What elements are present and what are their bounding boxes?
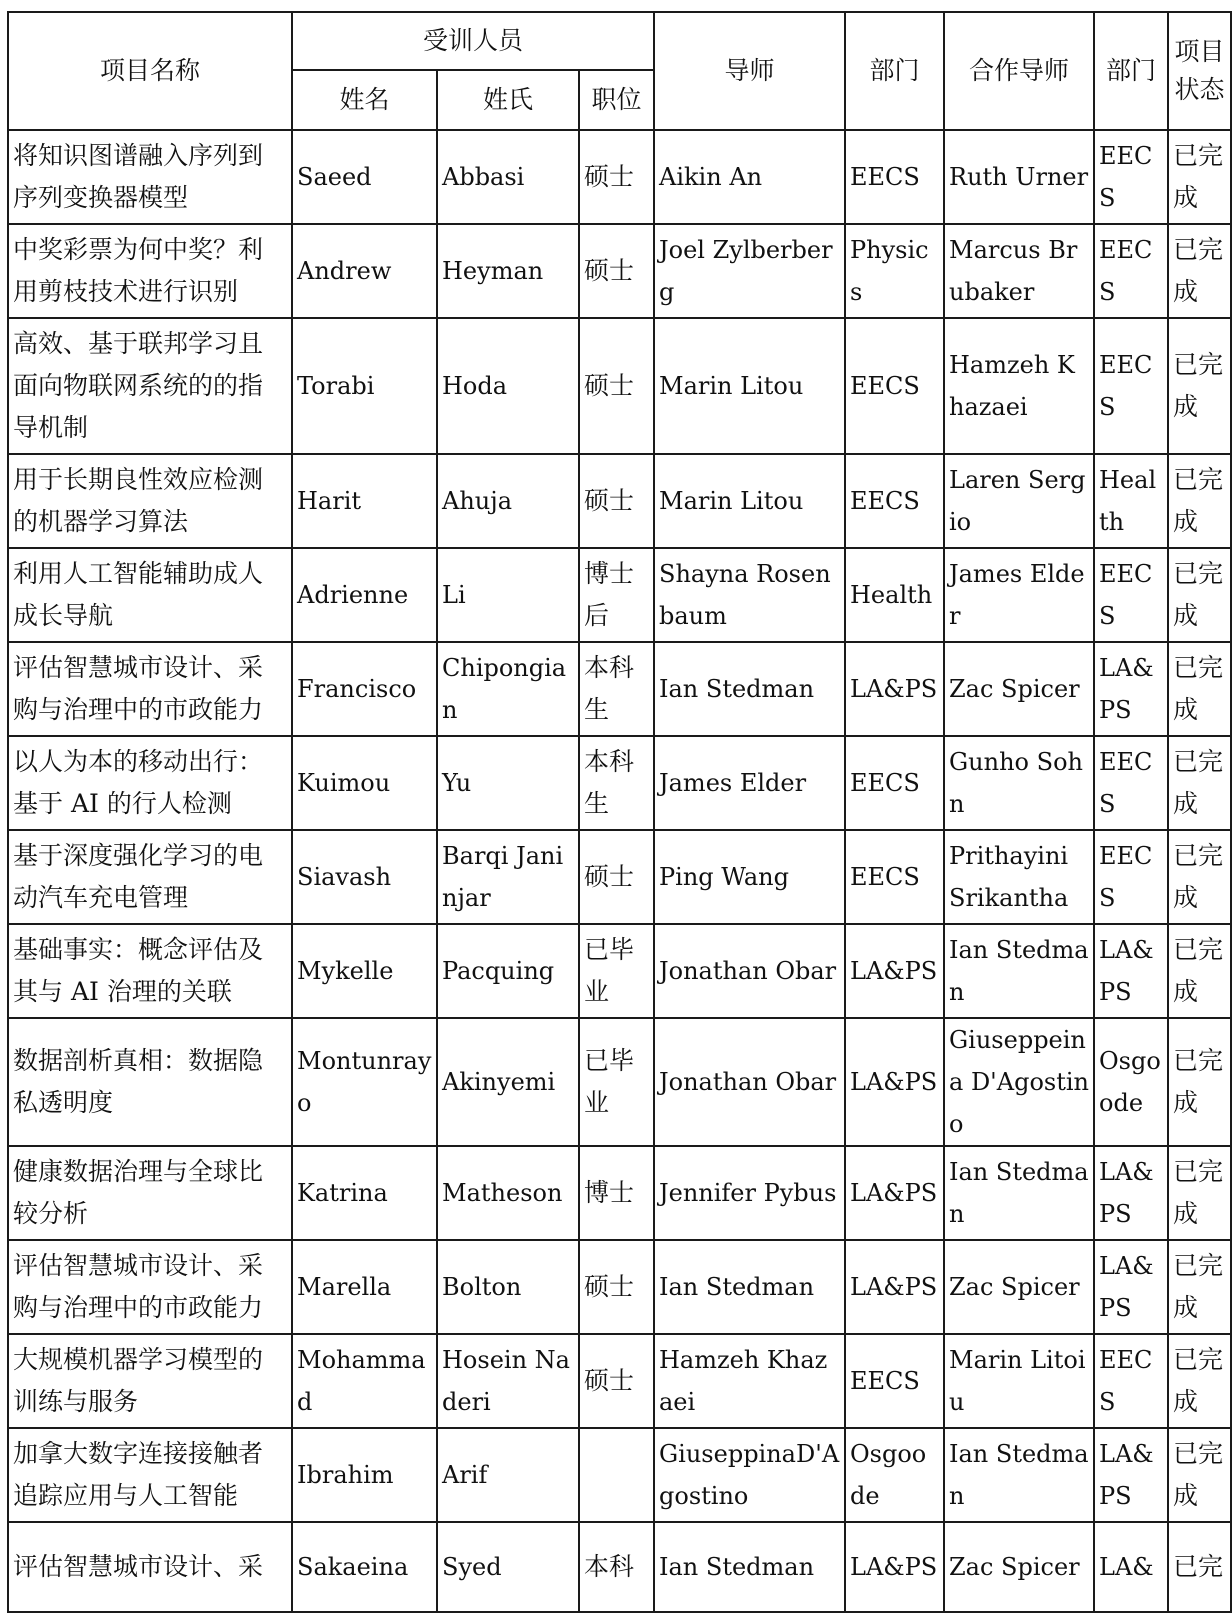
- cell-first-name: Siavash: [292, 830, 437, 924]
- header-position: 职位: [579, 70, 654, 130]
- cell-department: EECS: [845, 1334, 944, 1428]
- table-row: [8, 1334, 1231, 1428]
- table-row: [8, 224, 1231, 318]
- cell-last-name: Ahuja: [437, 454, 579, 548]
- cell-first-name: Kuimou: [292, 736, 437, 830]
- cell-co-supervisor: Laren Sergio: [944, 454, 1094, 548]
- cell-co-supervisor: Hamzeh Khazaei: [944, 318, 1094, 454]
- cell-project: 数据剖析真相：数据隐私透明度: [8, 1018, 292, 1146]
- header-last-name: 姓氏: [437, 70, 579, 130]
- cell-supervisor: Joel Zylberberg: [654, 224, 845, 318]
- cell-department: LA&PS: [845, 1240, 944, 1334]
- cell-department: Health: [845, 548, 944, 642]
- cell-co-supervisor: Zac Spicer: [944, 1522, 1094, 1612]
- cell-last-name: Abbasi: [437, 130, 579, 224]
- cell-project: 高效、基于联邦学习且面向物联网系统的的指导机制: [8, 318, 292, 454]
- cell-co-supervisor: Marcus Brubaker: [944, 224, 1094, 318]
- cell-status: 已完成: [1168, 642, 1231, 736]
- cell-co-department: Osgoode: [1094, 1018, 1168, 1146]
- cell-first-name: Sakaeina: [292, 1522, 437, 1612]
- cell-co-department: LA&PS: [1094, 1146, 1168, 1240]
- cell-position: 博士后: [579, 548, 654, 642]
- header-co-supervisor: 合作导师: [944, 12, 1094, 130]
- table-row: [8, 924, 1231, 1018]
- cell-co-supervisor: Giuseppeina D'Agostino: [944, 1018, 1094, 1146]
- table-row: [8, 1018, 1231, 1146]
- cell-project: 用于长期良性效应检测的机器学习算法: [8, 454, 292, 548]
- cell-co-supervisor: Zac Spicer: [944, 1240, 1094, 1334]
- cell-first-name: Harit: [292, 454, 437, 548]
- cell-supervisor: Ian Stedman: [654, 1240, 845, 1334]
- table-row: [8, 1146, 1231, 1240]
- cell-co-department: Health: [1094, 454, 1168, 548]
- cell-first-name: Torabi: [292, 318, 437, 454]
- header-department: 部门: [845, 12, 944, 130]
- cell-position: 硕士: [579, 130, 654, 224]
- cell-co-department: EECS: [1094, 130, 1168, 224]
- cell-co-department: EECS: [1094, 830, 1168, 924]
- header-row-1: [8, 12, 1231, 70]
- table-row: [8, 830, 1231, 924]
- cell-status: 已完成: [1168, 318, 1231, 454]
- cell-department: EECS: [845, 736, 944, 830]
- cell-supervisor: Marin Litou: [654, 454, 845, 548]
- table-body: [8, 130, 1231, 1612]
- table-row: [8, 1428, 1231, 1522]
- cell-status: 已完成: [1168, 736, 1231, 830]
- cell-co-supervisor: Marin Litoiu: [944, 1334, 1094, 1428]
- cell-supervisor: Jennifer Pybus: [654, 1146, 845, 1240]
- table-container: [7, 11, 1230, 1581]
- header-project-name: 项目名称: [8, 12, 292, 130]
- cell-first-name: Mykelle: [292, 924, 437, 1018]
- cell-project: 加拿大数字连接接触者追踪应用与人工智能: [8, 1428, 292, 1522]
- cell-supervisor: Marin Litou: [654, 318, 845, 454]
- cell-department: EECS: [845, 454, 944, 548]
- cell-last-name: Syed: [437, 1522, 579, 1612]
- cell-last-name: Arif: [437, 1428, 579, 1522]
- cell-first-name: Montunrayo: [292, 1018, 437, 1146]
- cell-co-supervisor: Zac Spicer: [944, 642, 1094, 736]
- cell-position: 硕士: [579, 830, 654, 924]
- cell-status: 已完成: [1168, 924, 1231, 1018]
- cell-co-supervisor: Ruth Urner: [944, 130, 1094, 224]
- cell-co-department: LA&PS: [1094, 1428, 1168, 1522]
- cell-supervisor: Jonathan Obar: [654, 924, 845, 1018]
- cell-first-name: Katrina: [292, 1146, 437, 1240]
- cell-co-department: EECS: [1094, 1334, 1168, 1428]
- cell-last-name: Hoda: [437, 318, 579, 454]
- cell-project: 评估智慧城市设计、采购与治理中的市政能力: [8, 642, 292, 736]
- cell-last-name: Bolton: [437, 1240, 579, 1334]
- cell-status: 已完成: [1168, 830, 1231, 924]
- cell-project: 基于深度强化学习的电动汽车充电管理: [8, 830, 292, 924]
- cell-department: LA&PS: [845, 1522, 944, 1612]
- table-row: [8, 642, 1231, 736]
- cell-project: 大规模机器学习模型的训练与服务: [8, 1334, 292, 1428]
- cell-status: 已完成: [1168, 130, 1231, 224]
- cell-status: 已完成: [1168, 454, 1231, 548]
- cell-co-supervisor: Ian Stedman: [944, 1428, 1094, 1522]
- cell-co-supervisor: James Elder: [944, 548, 1094, 642]
- cell-last-name: Hosein Naderi: [437, 1334, 579, 1428]
- table-row: [8, 1522, 1231, 1612]
- cell-co-supervisor: Ian Stedman: [944, 1146, 1094, 1240]
- cell-project: 评估智慧城市设计、采: [8, 1522, 292, 1612]
- cell-status: 已完成: [1168, 224, 1231, 318]
- table-row: [8, 318, 1231, 454]
- cell-supervisor: Ian Stedman: [654, 642, 845, 736]
- table-row: [8, 736, 1231, 830]
- header-supervisor: 导师: [654, 12, 845, 130]
- cell-position: 硕士: [579, 1334, 654, 1428]
- cell-last-name: Li: [437, 548, 579, 642]
- cell-last-name: Matheson: [437, 1146, 579, 1240]
- cell-position: 硕士: [579, 1240, 654, 1334]
- cell-department: Physics: [845, 224, 944, 318]
- cell-supervisor: Hamzeh Khazaei: [654, 1334, 845, 1428]
- cell-status: 已完成: [1168, 1334, 1231, 1428]
- cell-supervisor: Ping Wang: [654, 830, 845, 924]
- cell-department: EECS: [845, 130, 944, 224]
- cell-supervisor: Jonathan Obar: [654, 1018, 845, 1146]
- cell-department: Osgoode: [845, 1428, 944, 1522]
- cell-project: 评估智慧城市设计、采购与治理中的市政能力: [8, 1240, 292, 1334]
- cell-project: 利用人工智能辅助成人成长导航: [8, 548, 292, 642]
- cell-status: 已完成: [1168, 1428, 1231, 1522]
- cell-position: 本科: [579, 1522, 654, 1612]
- cell-department: LA&PS: [845, 1146, 944, 1240]
- cell-last-name: Pacquing: [437, 924, 579, 1018]
- cell-co-department: LA&PS: [1094, 924, 1168, 1018]
- cell-supervisor: Shayna Rosenbaum: [654, 548, 845, 642]
- table-row: [8, 130, 1231, 224]
- cell-first-name: Marella: [292, 1240, 437, 1334]
- cell-project: 以人为本的移动出行：基于 AI 的行人检测: [8, 736, 292, 830]
- cell-position: 硕士: [579, 318, 654, 454]
- cell-position: 博士: [579, 1146, 654, 1240]
- cell-department: LA&PS: [845, 642, 944, 736]
- cell-first-name: Adrienne: [292, 548, 437, 642]
- trainee-projects-table: [7, 11, 1232, 1613]
- cell-co-supervisor: Gunho Sohn: [944, 736, 1094, 830]
- cell-co-department: EECS: [1094, 548, 1168, 642]
- header-co-department: 部门: [1094, 12, 1168, 130]
- header-status: 项目状态: [1168, 12, 1231, 130]
- cell-position: 本科生: [579, 642, 654, 736]
- cell-first-name: Andrew: [292, 224, 437, 318]
- header-first-name: 姓名: [292, 70, 437, 130]
- cell-first-name: Ibrahim: [292, 1428, 437, 1522]
- cell-supervisor: Aikin An: [654, 130, 845, 224]
- cell-position: 已毕业: [579, 1018, 654, 1146]
- cell-last-name: Heyman: [437, 224, 579, 318]
- cell-status: 已完成: [1168, 1240, 1231, 1334]
- cell-last-name: Akinyemi: [437, 1018, 579, 1146]
- cell-position: 硕士: [579, 454, 654, 548]
- cell-co-department: EECS: [1094, 224, 1168, 318]
- cell-last-name: Barqi Janinjar: [437, 830, 579, 924]
- cell-department: EECS: [845, 318, 944, 454]
- cell-co-department: EECS: [1094, 736, 1168, 830]
- cell-project: 基础事实：概念评估及其与 AI 治理的关联: [8, 924, 292, 1018]
- cell-co-department: LA&PS: [1094, 1240, 1168, 1334]
- cell-co-supervisor: Ian Stedman: [944, 924, 1094, 1018]
- cell-department: EECS: [845, 830, 944, 924]
- cell-status: 已完成: [1168, 1146, 1231, 1240]
- cell-project: 将知识图谱融入序列到序列变换器模型: [8, 130, 292, 224]
- cell-position: 硕士: [579, 224, 654, 318]
- cell-position: [579, 1428, 654, 1522]
- cell-status: 已完成: [1168, 548, 1231, 642]
- cell-supervisor: Ian Stedman: [654, 1522, 845, 1612]
- cell-supervisor: GiuseppinaD'Agostino: [654, 1428, 845, 1522]
- cell-status: 已完成: [1168, 1018, 1231, 1146]
- cell-first-name: Francisco: [292, 642, 437, 736]
- cell-co-department: LA&: [1094, 1522, 1168, 1612]
- header-trainee-group: 受训人员: [292, 12, 654, 70]
- cell-supervisor: James Elder: [654, 736, 845, 830]
- cell-position: 本科生: [579, 736, 654, 830]
- cell-co-department: LA&PS: [1094, 642, 1168, 736]
- cell-department: LA&PS: [845, 1018, 944, 1146]
- table-row: [8, 454, 1231, 548]
- cell-status: 已完: [1168, 1522, 1231, 1612]
- table-row: [8, 1240, 1231, 1334]
- cell-first-name: Saeed: [292, 130, 437, 224]
- cell-position: 已毕业: [579, 924, 654, 1018]
- table-row: [8, 548, 1231, 642]
- cell-department: LA&PS: [845, 924, 944, 1018]
- cell-co-department: EECS: [1094, 318, 1168, 454]
- cell-first-name: Mohammad: [292, 1334, 437, 1428]
- cell-last-name: Yu: [437, 736, 579, 830]
- cell-co-supervisor: Prithayini Srikantha: [944, 830, 1094, 924]
- cell-project: 中奖彩票为何中奖？利用剪枝技术进行识别: [8, 224, 292, 318]
- cell-project: 健康数据治理与全球比较分析: [8, 1146, 292, 1240]
- cell-last-name: Chipongian: [437, 642, 579, 736]
